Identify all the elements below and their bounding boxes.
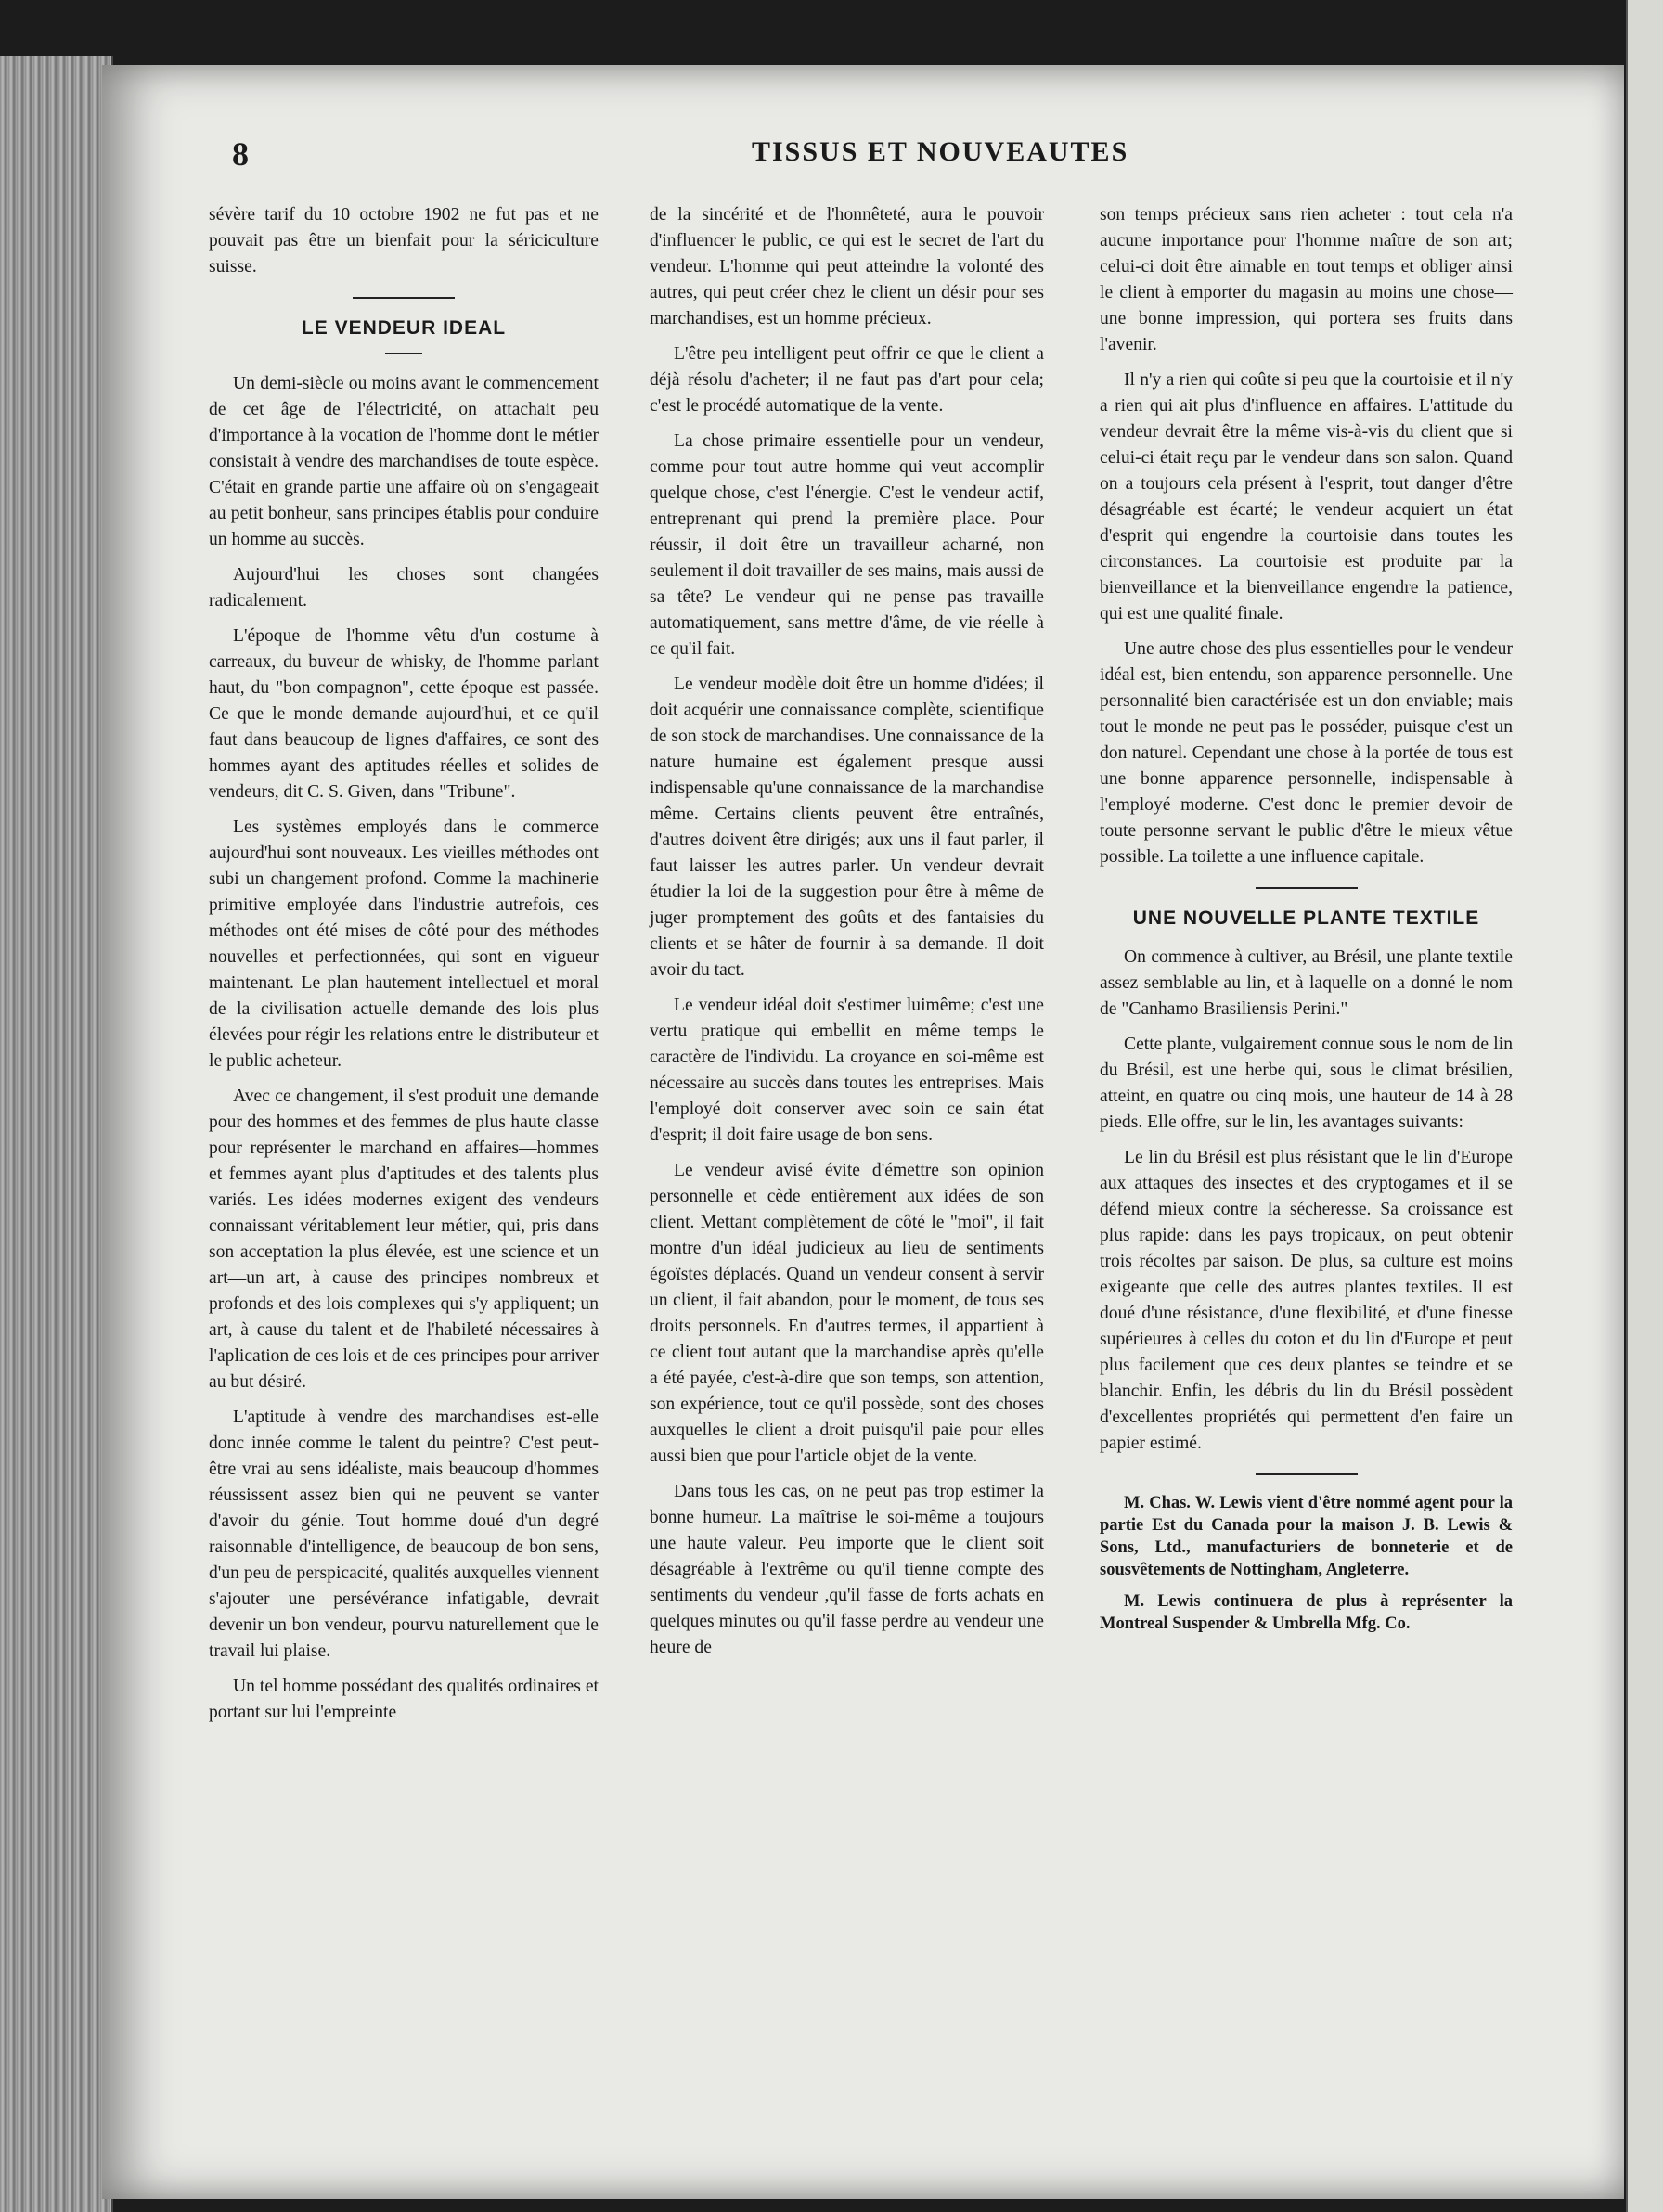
running-title: TISSUS ET NOUVEAUTES <box>752 136 1129 167</box>
column-3 <box>1100 202 1513 1644</box>
paragraph: Aujourd'hui les choses sont changées radicalement. <box>209 565 599 611</box>
notice-paragraph: M. Chas. W. Lewis vient d'être nommé agent pour la partie Est du Canada pour la maison J. B. Lewis & Sons, Ltd., manufacturiers de bonneterie et de sousvêtements de Nottingham, Angleterre. <box>1100 1494 1513 1579</box>
business-notice <box>1100 1492 1513 1635</box>
paragraph: L'être peu intelligent peut offrir ce que le client a déjà résolu d'acheter; il ne faut pas d'art pour cela; c'est le procédé automatique de la vente. <box>650 344 1044 416</box>
section-divider <box>353 297 455 299</box>
page-number: 8 <box>232 135 249 173</box>
paragraph: Il n'y a rien qui coûte si peu que la courtoisie et il n'y a rien qui ait plus d'influence en affaires. L'attitude du vendeur devrait être la même vis-à-vis du client que si celui-ci était reçu par le vendeur dans son salon. Quand on a toujours cela présent à l'esprit, tout danger d'être désagréable est écarté; le vendeur acquiert un état d'esprit qui engendre la courtoisie dans toutes les circonstances. La courtoisie est produite par la bienveillance et la bienveillance engendre la patience, qui est une qualité finale. <box>1100 370 1513 624</box>
page-header <box>232 135 1624 181</box>
paragraph: Les systèmes employés dans le commerce aujourd'hui sont nouveaux. Les vieilles méthodes ont subi un changement profond. Comme la machinerie primitive employée dans l'industrie autrefois, ces méthodes ont été mises de côté pour des méthodes nouvelles et perfectionnées, qui sont en vigueur maintenant. Le plan hautement intellectuel et moral de la civilisation actuelle demande des lois plus élevées pour régir les relations entre le distributeur et le public acheteur. <box>209 817 599 1071</box>
paragraph: son temps précieux sans rien acheter : tout cela n'a aucune importance pour l'homme maître de son art; celui-ci doit être aimable en tout temps et obliger ainsi le client à emporter du magasin au moins une chose—une bonne impression, qui portera ses fruits dans l'avenir. <box>1100 205 1513 354</box>
column-2 <box>650 202 1044 1670</box>
paragraph: Un demi-siècle ou moins avant le commencement de cet âge de l'électricité, on attachait peu d'importance à la vocation de l'homme dont le métier consistait à vendre des marchandises de toute espèce. C'était en grande partie une affaire où on s'engageait au petit bonheur, sans principes établis pour conduire un homme au succès. <box>209 374 599 549</box>
paragraph: Dans tous les cas, on ne peut pas trop estimer la bonne humeur. La maîtrise le soi-même a toujours une haute valeur. Peu importe que le client soit désagréable à l'extrême ou qu'il tienne compte des sentiments du vendeur ,qu'il fasse de forts achats en quelques minutes ou qu'il fasse perdre au vendeur une heure de <box>650 1482 1044 1657</box>
paragraph: Le vendeur avisé évite d'émettre son opinion personnelle et cède entièrement aux idées de son client. Mettant complètement de côté le "moi", il fait montre d'un idéal judicieux au lieu de sentiments égoïstes déplacés. Quand un vendeur consent à servir un client, il fait abandon, pour le moment, de tous ses droits personnels. En d'autres termes, il appartient à ce client tout autant que la marchandise après qu'elle a été payée, c'est-à-dire que son temps, son attention, son expérience, tout ce qu'il possède, sont des choses auxquelles le client a droit puisqu'il paie pour elles aussi bien que pour l'article objet de la vente. <box>650 1161 1044 1466</box>
paragraph: de la sincérité et de l'honnêteté, aura le pouvoir d'influencer le public, ce qui est le secret de l'art du vendeur. L'homme qui peut atteindre la volonté des autres, qui peut créer chez le client un désir pour ses marchandises, est un homme précieux. <box>650 205 1044 328</box>
paragraph: L'aptitude à vendre des marchandises est-elle donc innée comme le talent du peintre? C'est peut-être vrai au sens idéaliste, mais beaucoup d'hommes réussissent assez bien qui ne peuvent se vanter d'avoir du génie. Tout homme doué d'un degré raisonnable d'intelligence, de beaucoup de bon sens, d'un peu de perspicacité, qualités auxquelles viennent s'ajouter une persévérance infatigable, devrait devenir un bon vendeur, pourvu naturellement que le travail lui plaise. <box>209 1408 599 1661</box>
section-title: LE VENDEUR IDEAL <box>301 317 507 339</box>
section-divider <box>1256 887 1358 889</box>
column-1 <box>209 202 599 1735</box>
page-stack-edge <box>0 56 113 2212</box>
section-title: UNE NOUVELLE PLANTE TEXTILE <box>1132 907 1480 929</box>
section-divider <box>1256 1473 1358 1475</box>
title-underline <box>385 353 422 354</box>
magazine-page <box>102 65 1624 2199</box>
paragraph: Le lin du Brésil est plus résistant que le lin d'Europe aux attaques des insectes et des cryptogames et il se défend mieux contre la sécheresse. Sa croissance est plus rapide: dans les pays tropicaux, on peut obtenir trois récoltes par saison. De plus, sa culture est moins exigeante que celle des autres plantes textiles. Il est doué d'une résistance, d'une flexibilité, et d'une finesse supérieures à celles du coton et du lin d'Europe et peut plus facilement que ces deux plantes se teindre et se blanchir. Enfin, les débris du lin du Brésil possèdent d'excellentes propriétés qui permettent d'en faire un papier estimé. <box>1100 1148 1513 1453</box>
notice-paragraph: M. Lewis continuera de plus à représenter la Montreal Suspender & Umbrella Mfg. Co. <box>1100 1592 1513 1633</box>
paragraph: Le vendeur modèle doit être un homme d'idées; il doit acquérir une connaissance complète, scientifique de son stock de marchandises. Une connaissance de la nature humaine est également presque aussi indispensable qu'une connaissance de la marchandise même. Certains clients peuvent être entraînés, d'autres doivent être dirigés; aux uns il faut parler, il faut laisser les autres parler. Un vendeur devrait étudier la loi de la suggestion pour être à même de juger promptement des goûts et des fantaisies du clients et se hâter de fournir à sa demande. Il doit avoir du tact. <box>650 675 1044 980</box>
paragraph: Un tel homme possédant des qualités ordinaires et portant sur lui l'empreinte <box>209 1677 599 1722</box>
paragraph: On commence à cultiver, au Brésil, une plante textile assez semblable au lin, et à laquelle on a donné le nom de "Canhamo Brasiliensis Perini." <box>1100 947 1513 1019</box>
paragraph: Avec ce changement, il s'est produit une demande pour des hommes et des femmes de plus haute classe pour représenter le marchand en affaires—hommes et femmes ayant plus d'aptitudes et des talents plus variés. Les idées modernes exigent des vendeurs connaissant véritablement leur métier, qui, pris dans son acceptation la plus élevée, est une science et un art—un art, à cause des principes nombreux et profonds et des lois complexes qui s'y appliquent; un art, à cause du talent et de l'habileté nécessaires à l'aplication de ces lois et de ces principes pour arriver au but désiré. <box>209 1087 599 1392</box>
paragraph: La chose primaire essentielle pour un vendeur, comme pour tout autre homme qui veut accomplir quelque chose, c'est l'énergie. C'est le vendeur actif, entreprenant qui prend la première place. Pour réussir, il doit être un travailleur acharné, non seulement il doit travailler de ses mains, mais aussi de sa tête? Le vendeur qui ne pense pas travaille automatiquement, sans mettre d'âme, de vie réelle à ce qu'il fait. <box>650 431 1044 659</box>
paragraph: L'époque de l'homme vêtu d'un costume à carreaux, du buveur de whisky, de l'homme parlant haut, du "bon compagnon", cette époque est passée. Ce que le monde demande aujourd'hui, et ce qu'il faut dans beaucoup de lignes d'affaires, ce sont des hommes ayant des aptitudes réelles et solides de vendeurs, dit C. S. Given, dans "Tribune". <box>209 626 599 802</box>
paragraph: Cette plante, vulgairement connue sous le nom de lin du Brésil, est une herbe qui, sous le climat brésilien, atteint, en quatre ou cinq mois, une hauteur de 14 à 28 pieds. Elle offre, sur le lin, les avantages suivants: <box>1100 1035 1513 1132</box>
paragraph: Le vendeur idéal doit s'estimer luimême; c'est une vertu pratique qui embellit en même temps le caractère de l'individu. La croyance en soi-même est nécessaire au succès dans toutes les entreprises. Mais l'employé doit conserver avec soin ce sain état d'esprit; il doit faire usage de bon sens. <box>650 996 1044 1145</box>
paragraph: Une autre chose des plus essentielles pour le vendeur idéal est, bien entendu, son apparence personnelle. Une personnalité bien caractérisée est un don enviable; mais tout le monde ne peut pas le posséder, puisque c'est un don naturel. Cependant une chose à la portée de tous est une bonne apparence personnelle, indispensable à l'employé moderne. C'est donc le premier devoir de toute personne servant le public d'être le mieux vêtue possible. La toilette a une influence capitale. <box>1100 639 1513 867</box>
paragraph: sévère tarif du 10 octobre 1902 ne fut pas et ne pouvait pas être un bienfait pour la sériciculture suisse. <box>209 205 599 276</box>
next-page-edge <box>1626 0 1663 2212</box>
